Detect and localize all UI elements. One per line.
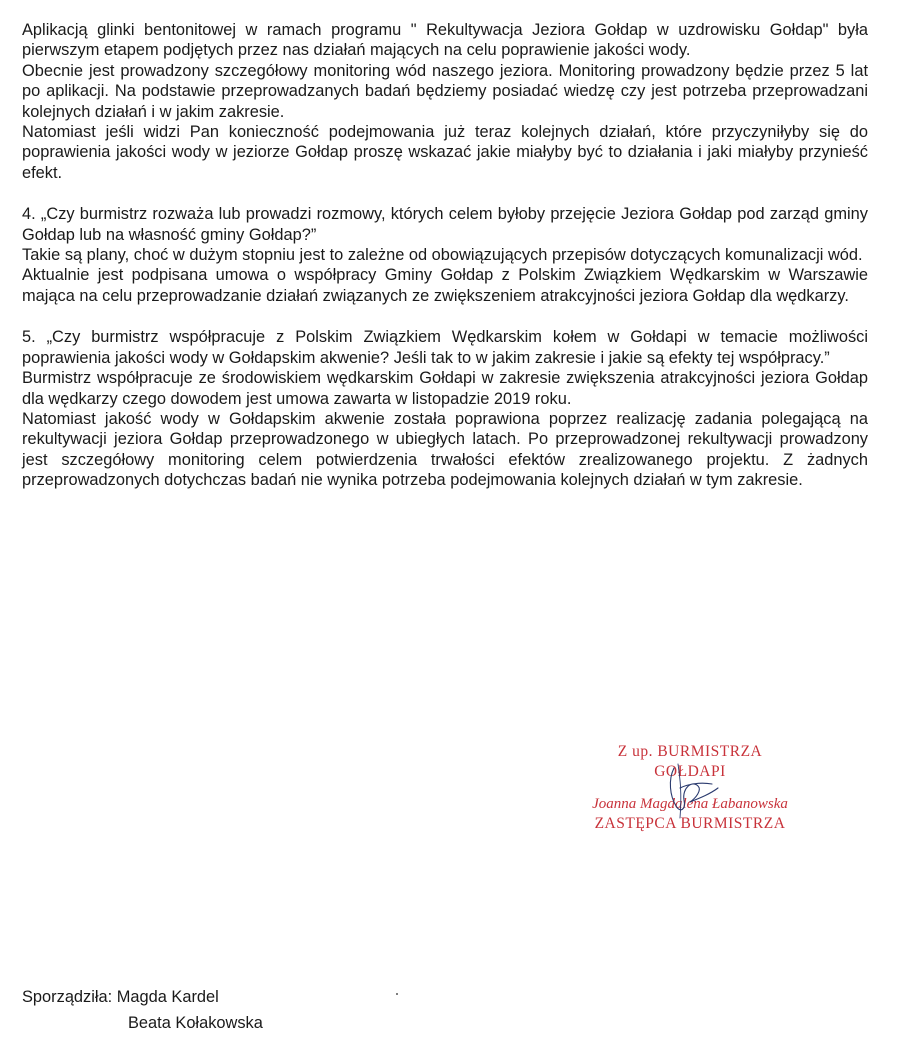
answer-5-cooperation: Burmistrz współpracuje ze środowiskiem wędkarskim Gołdapi w zakresie zwiększenia atrakcyjności jeziora Gołdap dla wędkarzy czego dowodem jest umowa zawarta w listopadzie 2019 roku. <box>22 369 868 408</box>
stamp-line-name: Joanna Magdalena Łabanowska <box>592 796 788 812</box>
prepared-by-first: Sporządziła: Magda Kardel <box>22 988 219 1006</box>
answer-4-plans: Takie są plany, choć w dużym stopniu jest to zależne od obowiązujących przepisów dotyczących komunalizacji wód. <box>22 246 863 265</box>
prepared-by-second: Beata Kołakowska <box>128 1014 263 1032</box>
paragraph-bentonite-application: Aplikacją glinki bentonitowej w ramach programu " Rekultywacja Jeziora Gołdap w uzdrowisku Gołdap" była pierwszym etapem podjętych przez nas działań mających na celu poprawienie jakości wody. <box>22 21 868 60</box>
question-4: 4. „Czy burmistrz rozważa lub prowadzi rozmowy, których celem byłoby przejęcie Jeziora Gołdap pod zarząd gminy Gołdap lub na własność gminy Gołdap?” <box>22 205 868 244</box>
prepared-by <box>22 984 263 1036</box>
stamp-line-town: GOŁDAPI <box>654 763 726 780</box>
document-body <box>22 20 868 491</box>
paragraph-further-actions-request: Natomiast jeśli widzi Pan konieczność podejmowania już teraz kolejnych działań, które przyczyniłyby się do poprawienia jakości wody w jeziorze Gołdap proszę wskazać jakie miałyby być to działania i jaki miałyby przynieść efekt. <box>22 123 868 182</box>
paragraph-spacer <box>22 306 868 327</box>
question-5: 5. „Czy burmistrz współpracuje z Polskim Związkiem Wędkarskim kołem w Gołdapi w temacie możliwości poprawienia jakości wody w Gołdapskim akwenie? Jeśli tak to w jakim zakresie i jakie są efekty tej współpracy.” <box>22 328 868 367</box>
scan-speck <box>396 993 398 995</box>
paragraph-monitoring: Obecnie jest prowadzony szczegółowy monitoring wód naszego jeziora. Monitoring prowadzony będzie przez 5 lat po aplikacji. Na podstawie przeprowadzanych badań będziemy posiadać wiedzę czy jest potrzeba przeprowadzani kolejnych działań i w jakim zakresie. <box>22 61 868 121</box>
handwritten-signature <box>640 758 750 828</box>
stamp-line-authority: Z up. BURMISTRZA <box>617 743 763 760</box>
answer-5-water-quality: Natomiast jakość wody w Gołdapskim akwenie została poprawiona poprzez realizację zadania polegającą na rekultywacji jeziora Gołdap przeprowadzonego w ubiegłych latach. Po przeprowadzonej rekultywacji prowadzony jest szczegółowy monitoring celem potwierdzenia trwałości efektów zrealizowanego projektu. Z żadnych przeprowadzonych dotychczas badań nie wynika potrzeba podejmowania kolejnych działań w tym zakresie. <box>22 409 868 490</box>
paragraph-spacer <box>22 183 868 204</box>
stamp-line-title: ZASTĘPCA BURMISTRZA <box>594 815 786 832</box>
answer-4-agreement: Aktualnie jest podpisana umowa o współpracy Gminy Gołdap z Polskim Związkiem Wędkarskim w Warszawie mająca na celu przeprowadzanie działań związanych ze zwiększeniem atrakcyjności jeziora Gołdap dla wędkarzy. <box>22 266 868 305</box>
